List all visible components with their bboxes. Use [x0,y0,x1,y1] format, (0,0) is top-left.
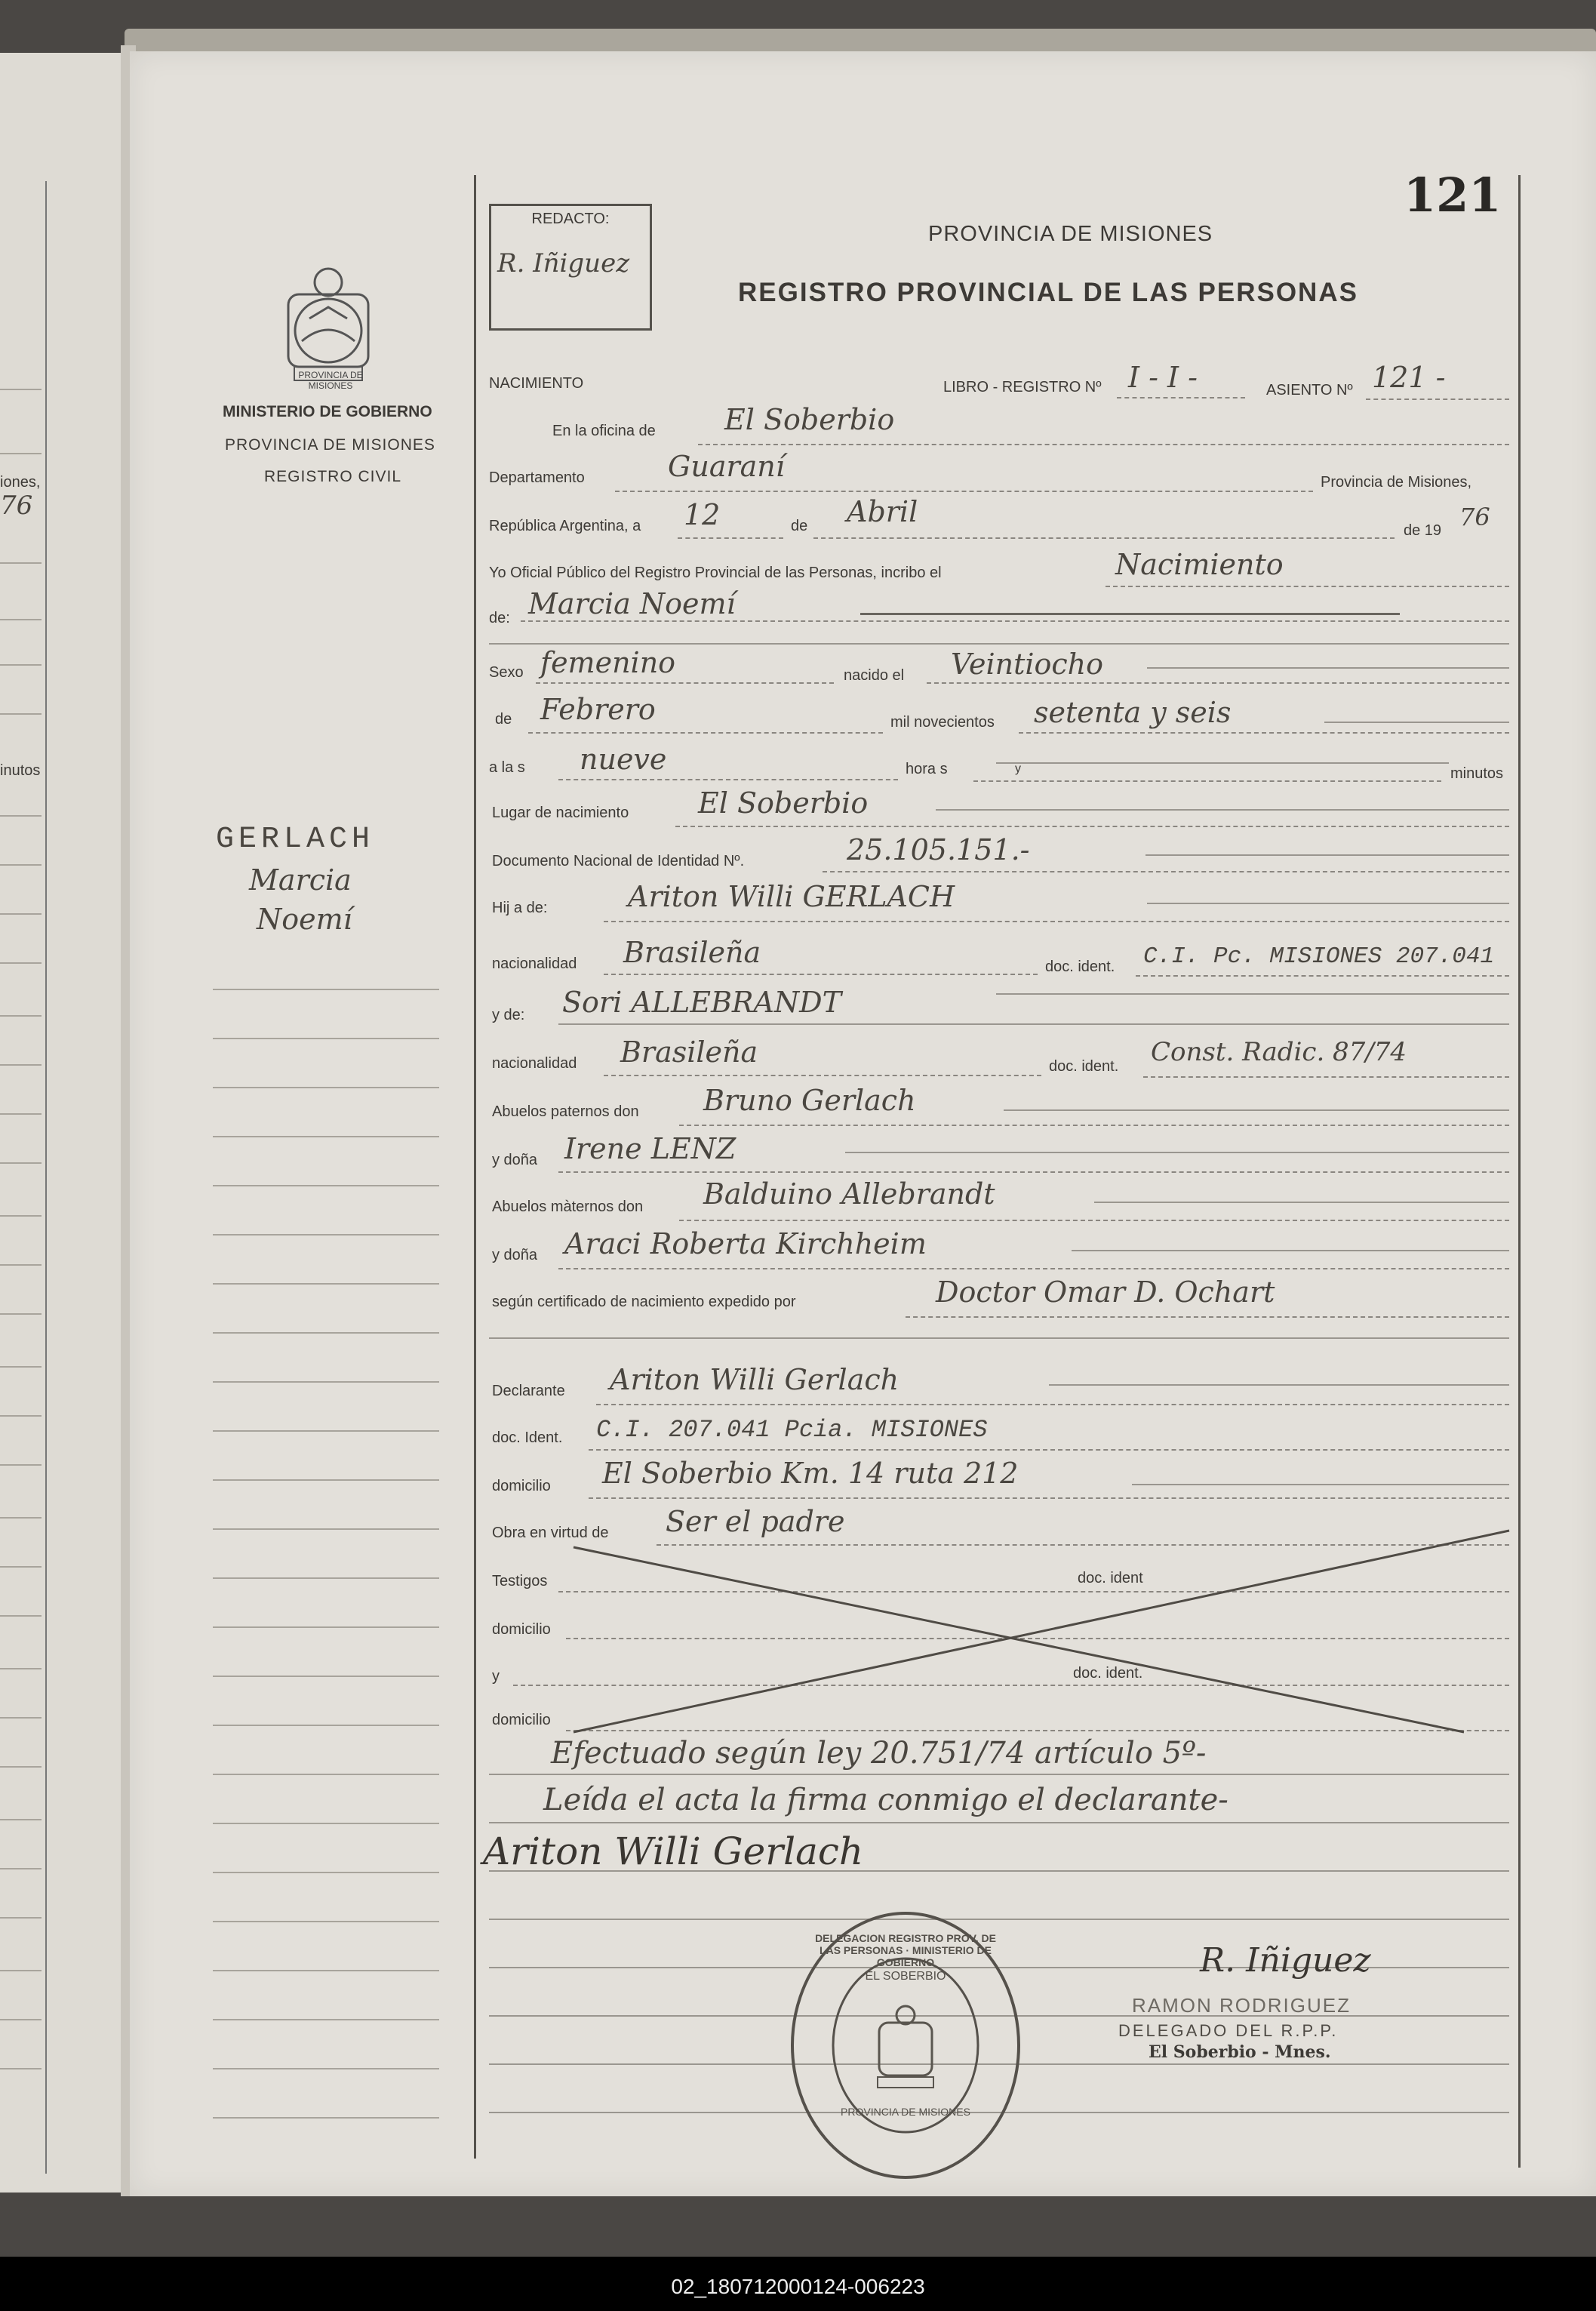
padre-value: Ariton Willi GERLACH [628,880,955,913]
testigo-domicilio-label: domicilio [492,1621,551,1638]
notes-rule [489,1774,1509,1775]
ministry-line1: MINISTERIO DE GOBIERNO [223,403,432,420]
abuela-pat-value: Irene LENZ [564,1132,736,1165]
de19-label: de 19 [1404,522,1442,539]
sexo-value: femenino [540,646,676,679]
departamento-value: Guaraní [668,450,785,483]
y-small-label: y [1015,762,1021,775]
mil-label: mil novecientos [890,714,995,731]
abuela-mat-value: Araci Roberta Kirchheim [564,1227,927,1260]
official-name: RAMON RODRIGUEZ [1132,1994,1351,2017]
asiento-label: ASIENTO Nº [1266,382,1353,399]
abuelo-pat-value: Bruno Gerlach [703,1084,916,1117]
nacimiento-label: NACIMIENTO [489,375,584,392]
nacido-label: nacido el [844,667,905,684]
padre-doc-value: C.I. Pc. MISIONES 207.041 [1143,943,1495,970]
lugar-value: El Soberbio [698,786,869,820]
stamp-inner-bottom: PROVINCIA DE MISIONES [841,2106,970,2118]
departamento-label: Departamento [489,469,585,486]
seal-ribbon-text: PROVINCIA DE MISIONES [298,370,363,391]
declarante-value: Ariton Willi Gerlach [610,1363,899,1396]
anio-value: 76 [1459,503,1490,531]
domicilio-value: El Soberbio Km. 14 ruta 212 [602,1457,1019,1490]
left-edge-text-1: iones, [0,474,41,491]
declarante-doc-value: C.I. 207.041 Pcia. MISIONES [596,1416,988,1444]
de-nombre-label: de: [489,610,510,626]
image-id-caption: 02_180712000124-006223 [671,2275,925,2298]
lugar-label: Lugar de nacimiento [492,805,629,821]
padre-nac-label: nacionalidad [492,955,577,972]
dia-value: 12 [684,498,721,531]
de-mes-label: de [495,711,512,728]
certificado-label: según certificado de nacimiento expedido por [492,1294,796,1310]
de-label: de [791,518,808,534]
official-signature: R. Iñiguez [1200,1941,1371,1980]
testigo2-docident-label: doc. ident. [1073,1665,1143,1682]
stamp-inner-top: EL SOBERBIO [865,1970,946,1983]
testigos-docident-label: doc. ident [1078,1570,1143,1586]
abuelos-mat-label: Abuelos màternos don [492,1199,644,1215]
official-place: El Soberbio - Mnes. [1149,2042,1331,2062]
sexo-label: Sexo [489,664,524,681]
madre-docident-label: doc. ident. [1049,1058,1119,1075]
provincia-label: Provincia de Misiones, [1321,474,1472,491]
testigos-label: Testigos [492,1573,548,1589]
libro-label: LIBRO - REGISTRO Nº [943,379,1102,395]
mes-value: Abril [847,495,918,528]
oficina-value: El Soberbio [724,403,895,436]
horas-label: hora s [906,761,948,777]
padre-nac-value: Brasileña [623,936,761,969]
anio-nac-value: setenta y seis [1034,696,1232,729]
nombre-value: Marcia Noemí [528,587,736,620]
ministry-line3: REGISTRO CIVIL [264,468,402,485]
ydona-mat-label: y doña [492,1247,538,1263]
ministry-line2: PROVINCIA DE MISIONES [225,436,435,454]
stamp-outer-text: DELEGACION REGISTRO PROV. DE LAS PERSONAS · MINISTERIO DE GOBIERNO [815,1932,996,1968]
testigo2-domicilio-label: domicilio [492,1712,551,1728]
notes-line2: Leída el acta la firma conmigo el declarante- [543,1783,1229,1817]
republica-label: República Argentina, a [489,518,641,534]
margin-given1: Marcia [249,863,352,897]
minutos-label: minutos [1450,765,1504,782]
libro-value: I - I - [1128,361,1198,394]
certificado-value: Doctor Omar D. Ochart [936,1276,1275,1309]
abuelo-mat-value: Balduino Allebrandt [703,1177,995,1211]
alas-label: a la s [489,759,525,776]
padre-docident-label: doc. ident. [1045,959,1115,975]
madre-value: Sori ALLEBRANDT [562,986,841,1019]
declarante-docident-label: doc. Ident. [492,1429,563,1446]
domicilio-label: domicilio [492,1478,551,1494]
notes-line1: Efectuado según ley 20.751/74 artículo 5º- [551,1736,1207,1771]
madre-nac-label: nacionalidad [492,1055,577,1072]
margin-given2: Noemí [257,903,352,936]
declarante-signature: Ariton Willi Gerlach [483,1829,864,1873]
y-testigo-label: y [492,1668,500,1685]
yde-label: y de: [492,1007,525,1023]
dni-value: 25.105.151.- [847,833,1030,866]
page-number: 121 [1404,168,1502,223]
obra-value: Ser el padre [666,1505,845,1538]
abuelos-pat-label: Abuelos paternos don [492,1103,639,1120]
declarante-label: Declarante [492,1383,565,1399]
left-edge-text-3: inutos [0,762,41,779]
official-title: DELEGADO DEL R.P.P. [1118,2021,1339,2040]
header-registry: REGISTRO PROVINCIAL DE LAS PERSONAS [738,278,1358,307]
redacto-signature: R. Iñiguez [497,248,630,278]
asiento-value: 121 - [1372,361,1446,394]
margin-surname: GERLACH [216,823,375,857]
hija-label: Hij a de: [492,900,548,916]
obra-label: Obra en virtud de [492,1525,609,1541]
hora-value: nueve [580,743,667,776]
notes-rule [489,1822,1509,1823]
mes-nac-value: Febrero [540,693,656,726]
oficial-text: Yo Oficial Público del Registro Provincial de las Personas, incribo el [489,565,942,581]
madre-nac-value: Brasileña [620,1035,758,1069]
dni-label: Documento Nacional de Identidad Nº. [492,853,745,869]
left-edge-text-2: 76 [0,491,33,521]
nacido-value: Veintiocho [951,648,1104,681]
header-province: PROVINCIA DE MISIONES [928,222,1213,246]
ydona-pat-label: y doña [492,1152,538,1168]
oficina-label: En la oficina de [552,423,656,439]
redacto-label: REDACTO: [531,211,610,227]
inscribe-value: Nacimiento [1115,548,1284,581]
madre-doc-value: Const. Radic. 87/74 [1151,1037,1407,1067]
